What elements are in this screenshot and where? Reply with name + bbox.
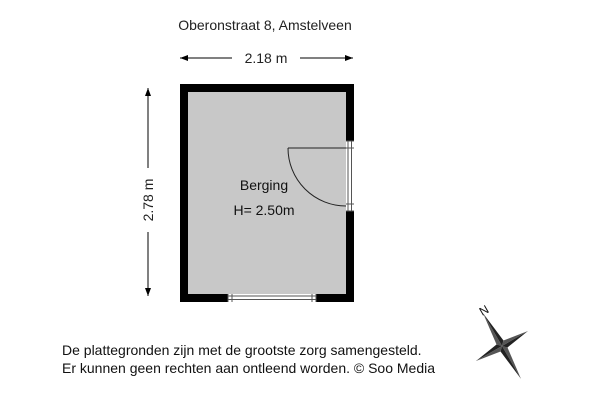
height-dimension-label: 2.78 m <box>140 178 156 222</box>
room-height: H= 2.50m <box>233 202 295 218</box>
width-dimension <box>180 50 353 66</box>
bottom-window <box>228 294 316 302</box>
address-title: Oberonstraat 8, Amstelveen <box>178 17 352 33</box>
room-floor <box>188 92 346 294</box>
width-dimension-label: 2.18 m <box>244 50 288 66</box>
compass-rose <box>457 298 547 394</box>
disclaimer-line-1: De plattegronden zijn met de grootste zorg samengesteld. <box>62 342 422 358</box>
height-dimension <box>140 88 156 296</box>
room-name: Berging <box>239 177 289 193</box>
right-window <box>346 141 354 211</box>
disclaimer-line-2: Er kunnen geen rechten aan ontleend worden. © Soo Media <box>62 360 436 376</box>
compass-north-label: N <box>476 302 492 319</box>
disclaimer <box>62 341 435 377</box>
